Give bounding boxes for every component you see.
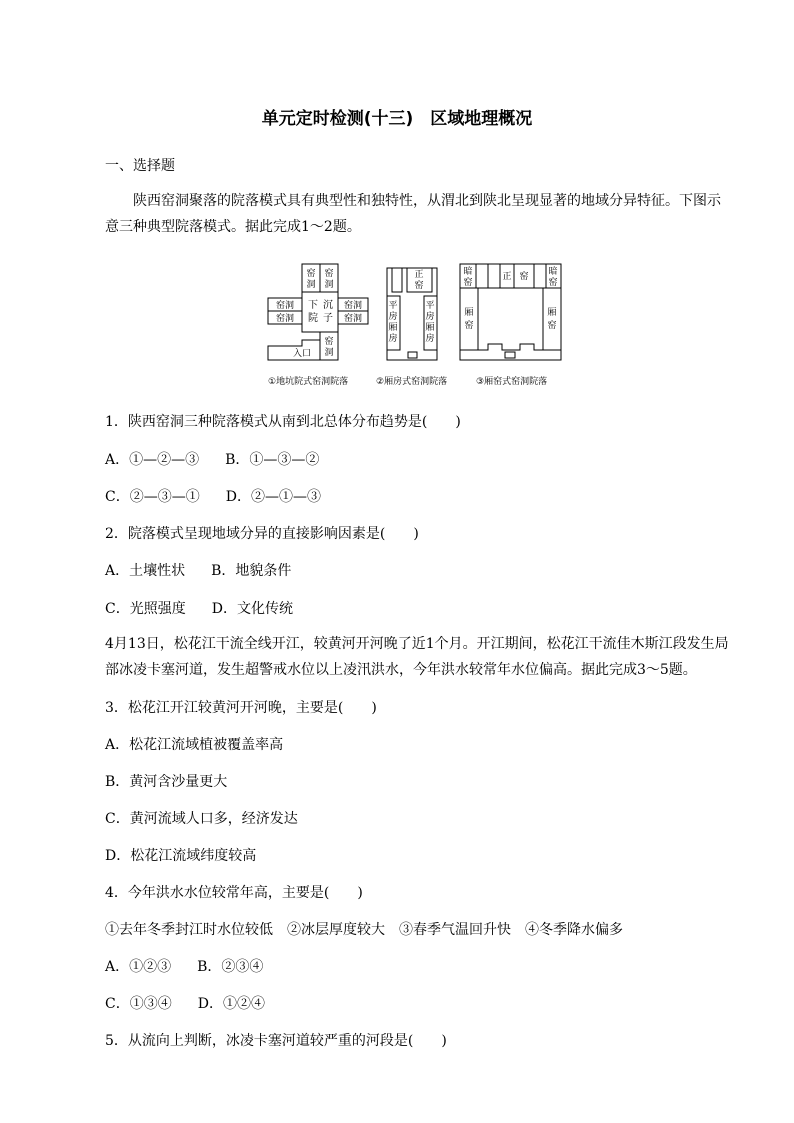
fig2-label-right: 平房厢房 [425, 301, 435, 344]
q2-option-c[interactable]: C．光照强度 [105, 601, 186, 617]
q2-option-b[interactable]: B．地貌条件 [211, 563, 292, 579]
fig-caption-3: ③厢窑式窑洞院落 [476, 377, 548, 387]
q3-option-b[interactable]: B．黄河含沙量更大 [105, 774, 228, 790]
fig3-label-top-mid2: 窑 [519, 272, 529, 282]
page-title: 单元定时检测(十三) 区域地理概况 [261, 109, 533, 129]
fig1-label-left-top: 窑洞 [275, 301, 295, 311]
q3-option-d[interactable]: D．松花江流域纬度较高 [105, 848, 257, 864]
question-4-options-ab [105, 958, 730, 976]
q4-option-c[interactable]: C．①③④ [105, 996, 172, 1012]
fig3-label-top-mid1: 正 [502, 272, 512, 282]
fig-caption-1: ①地坑院式窑洞院落 [268, 377, 349, 387]
q1-option-b[interactable]: B．①—③—② [225, 452, 320, 468]
q4-option-b[interactable]: B．②③④ [197, 959, 264, 975]
intro-paragraph-1: 陕西窑洞聚落的院落模式具有典型性和独特性，从渭北到陕北呈现显著的地域分异特征。下图示意三种典型院落模式。据此完成1～2题。 [105, 193, 721, 235]
q1-option-a[interactable]: A．①—②—③ [105, 452, 200, 468]
question-5-stem: 5．从流向上判断，冰凌卡塞河道较严重的河段是( ) [105, 1033, 447, 1049]
q1-option-c[interactable]: C．②—③—① [105, 489, 200, 505]
question-2-options-ab [105, 562, 730, 580]
fig3-label-top-left: 暗窑 [463, 267, 473, 288]
question-1-stem: 1．陕西窑洞三种院落模式从南到北总体分布趋势是( ) [105, 414, 461, 430]
courtyard-figure [262, 258, 562, 390]
fig1-label-center-left: 下院 [308, 300, 318, 324]
question-2-stem: 2．院落模式呈现地域分异的直接影响因素是( ) [105, 526, 419, 542]
fig1-label-entrance: 入口 [292, 349, 312, 359]
question-1-options-cd [105, 488, 730, 506]
fig1-label-bottom: 窑洞 [324, 337, 334, 358]
fig1-label-left-bottom: 窑洞 [275, 314, 295, 324]
question-1-options-ab [105, 451, 730, 469]
fig-caption-2: ②厢房式窑洞院落 [376, 377, 448, 387]
q4-option-a[interactable]: A．①②③ [105, 959, 172, 975]
q2-option-a[interactable]: A．土壤性状 [105, 563, 186, 579]
fig1-label-top-left: 窑洞 [306, 269, 316, 290]
q2-option-d[interactable]: D．文化传统 [211, 601, 293, 617]
fig2-label-top: 正窑 [414, 270, 424, 291]
q4-option-d[interactable]: D．①②④ [197, 996, 265, 1012]
fig1-label-right-top: 窑洞 [343, 301, 363, 311]
question-4-items: ①去年冬季封江时水位较低 ②冰层厚度较大 ③春季气温回升快 ④冬季降水偏多 [105, 922, 623, 938]
fig3-label-left: 厢窑 [464, 308, 474, 331]
q3-option-a[interactable]: A．松花江流域植被覆盖率高 [105, 737, 284, 753]
fig1-label-top-right: 窑洞 [324, 269, 334, 290]
question-2-options-cd [105, 600, 730, 618]
fig2-label-left: 平房厢房 [388, 301, 398, 344]
courtyard-diagram [262, 258, 562, 390]
fig3-label-right: 厢窑 [547, 308, 557, 331]
fig3-label-top-right: 暗窑 [548, 267, 558, 288]
section-heading: 一、选择题 [105, 158, 175, 174]
q3-option-c[interactable]: C．黄河流域人口多，经济发达 [105, 811, 298, 827]
fig1-label-right-bottom: 窑洞 [343, 314, 363, 324]
question-4-stem: 4．今年洪水水位较常年高，主要是( ) [105, 885, 363, 901]
q1-option-d[interactable]: D．②—①—③ [225, 489, 321, 505]
question-4-options-cd [105, 995, 730, 1013]
fig1-label-center-right: 沉子 [323, 300, 333, 324]
question-3-stem: 3．松花江开江较黄河开河晚，主要是( ) [105, 700, 377, 716]
intro-paragraph-2: 4月13日，松花江干流全线开江，较黄河开河晚了近1个月。开江期间，松花江干流佳木斯江段发生局部冰凌卡塞河道，发生超警戒水位以上凌汛洪水，今年洪水较常年水位偏高。据此完成3～5题。 [105, 636, 729, 678]
